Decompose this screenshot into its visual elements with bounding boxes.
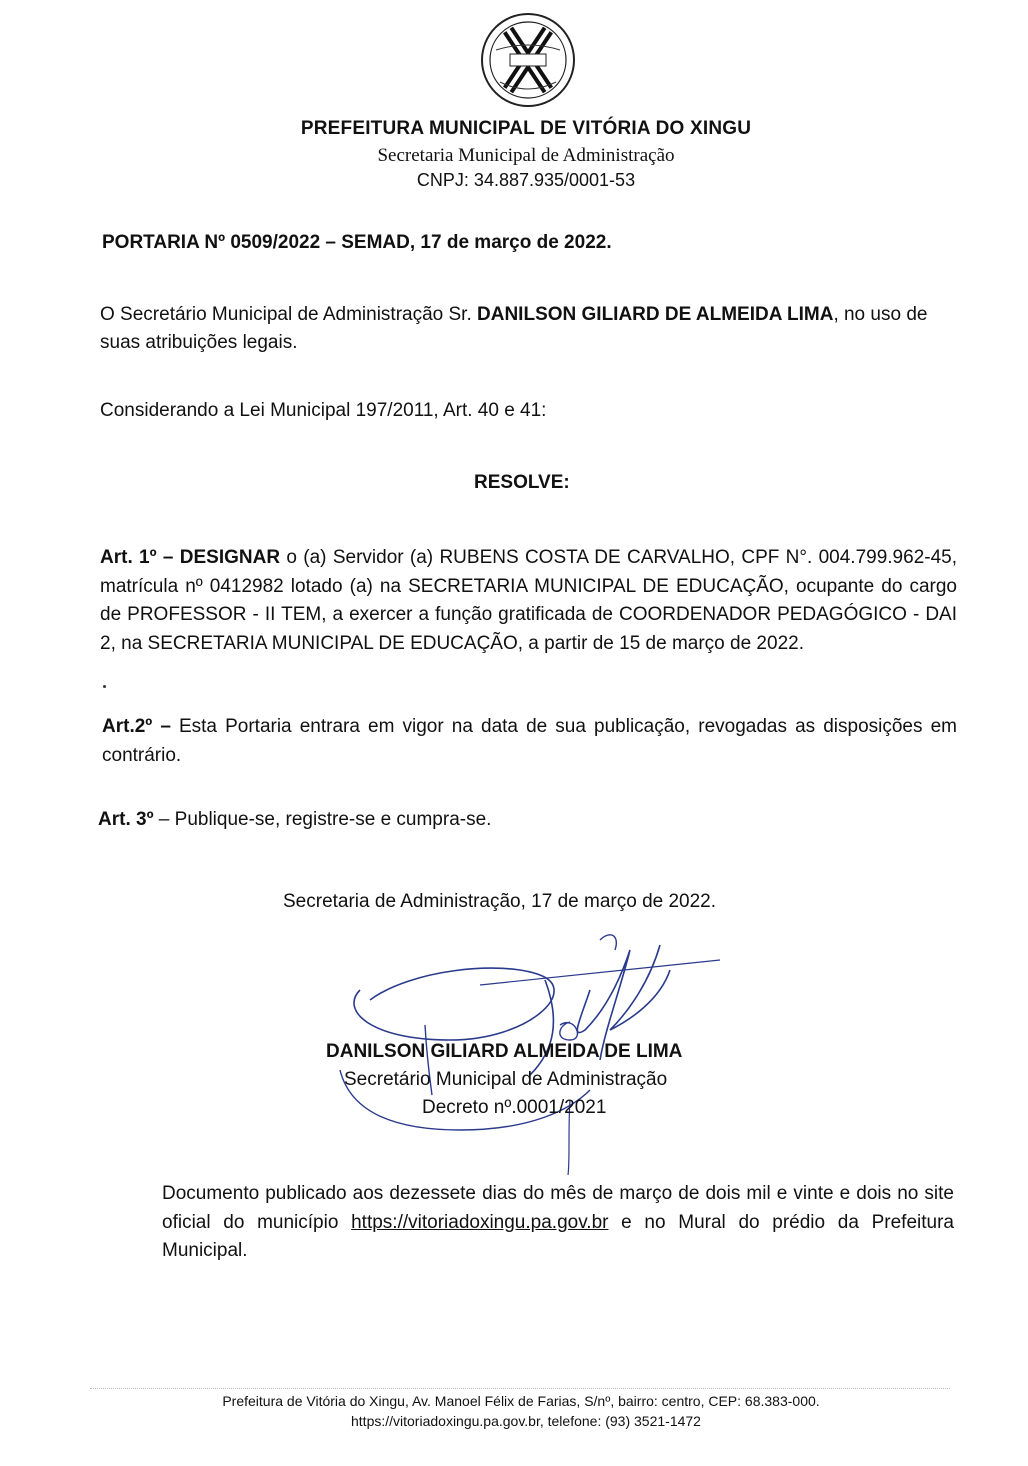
article-1-body <box>100 544 957 658</box>
org-title: PREFEITURA MUNICIPAL DE VITÓRIA DO XINGU <box>300 118 752 139</box>
municipal-seal-emblem <box>478 10 578 110</box>
intro-prefix: O Secretário Municipal de Administração Sr. <box>100 304 478 325</box>
article-1-keyword: DESIGNAR <box>179 547 281 568</box>
intro-suffix: , no uso de suas atribuições legais. <box>100 304 928 353</box>
secretary-name: DANILSON GILIARD DE ALMEIDA LIMA <box>477 304 834 325</box>
footer-contact: https://vitoriadoxingu.pa.gov.br, telefone: (93) 3521-1472 <box>351 1413 701 1429</box>
signatory-decree: Decreto nº.0001/2021 <box>422 1097 607 1118</box>
resolve-heading: RESOLVE: <box>474 472 570 493</box>
article-2-text: Esta Portaria entrara em vigor na data de sua publicação, revogadas as disposições em contrário. <box>102 716 957 766</box>
signatory-name: DANILSON GILIARD ALMEIDA DE LIMA <box>326 1041 683 1062</box>
publication-note <box>162 1180 954 1266</box>
footer-address: Prefeitura de Vitória do Xingu, Av. Manoel Félix de Farias, S/nº, bairro: centro, CEP: 68.383-000. <box>222 1393 820 1409</box>
place-date: Secretaria de Administração, 17 de março de 2022. <box>283 891 717 912</box>
article-3 <box>98 806 491 835</box>
article-2-body <box>102 713 957 770</box>
signatory-role: Secretário Municipal de Administração <box>344 1069 668 1090</box>
footer-divider <box>90 1388 950 1389</box>
intro-paragraph <box>100 301 960 357</box>
article-2-label: Art.2º – <box>102 716 171 737</box>
publication-suffix: e no Mural do prédio da Prefeitura Municipal. <box>162 1211 954 1261</box>
portaria-heading: PORTARIA Nº 0509/2022 – SEMAD, 17 de março de 2022. <box>102 232 612 253</box>
article-3-label: Art. 3º <box>98 809 154 830</box>
article-1-label: Art. 1º – <box>100 547 174 568</box>
municipal-site-link[interactable]: https://vitoriadoxingu.pa.gov.br <box>351 1211 609 1233</box>
cnpj-number: CNPJ: 34.887.935/0001-53 <box>416 170 636 190</box>
department-name: Secretaria Municipal de Administração <box>377 145 675 166</box>
considerando-paragraph: Considerando a Lei Municipal 197/2011, Art. 40 e 41: <box>100 400 547 421</box>
publication-prefix: Documento publicado aos dezessete dias do mês de março de dois mil e vinte e dois no site oficial do município <box>162 1183 954 1233</box>
article-3-text: – Publique-se, registre-se e cumpra-se. <box>153 809 492 830</box>
article-1-text: o (a) Servidor (a) RUBENS COSTA DE CARVALHO, CPF N°. 004.799.962-45, matrícula nº 0412982 lotado (a) na SECRETARIA MUNICIPAL DE EDUCAÇÃO, ocupante do cargo de PROFESSOR - II TEM, a exercer a função gratificada de COORDENADOR PEDAGÓGICO - DAI 2, na SECRETARIA MUNICIPAL DE EDUCAÇÃO, a partir de 15 de março de 2022. <box>100 547 958 654</box>
stray-dot <box>103 685 106 688</box>
